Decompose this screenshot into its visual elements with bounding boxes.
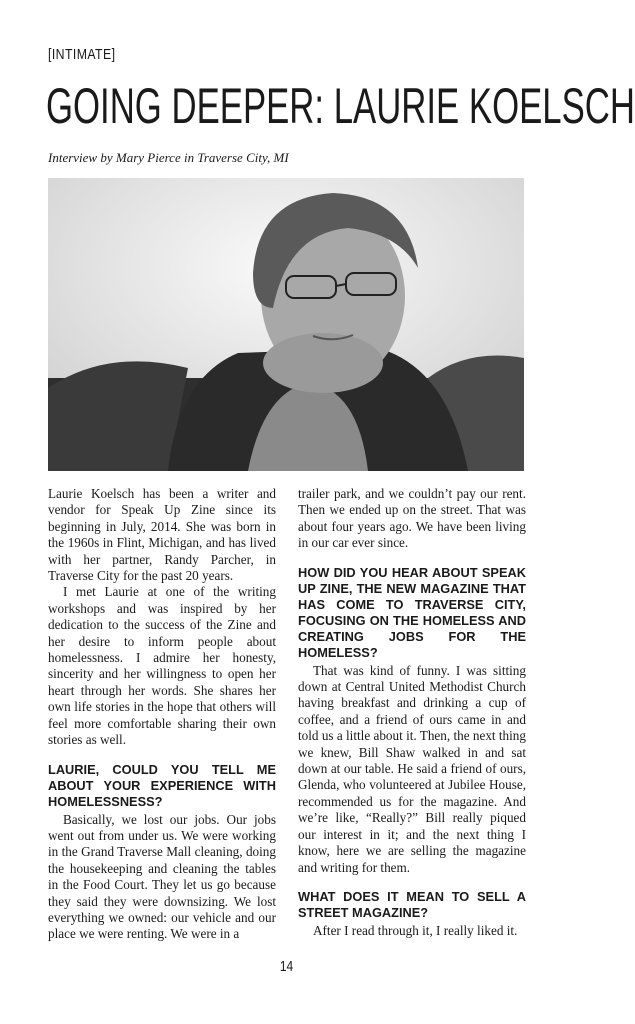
page-number: 14 [279, 958, 294, 975]
answer-paragraph: After I read through it, I really liked it. [313, 922, 518, 938]
article-title: GOING DEEPER: LAURIE KOELSCH [46, 78, 635, 134]
byline: Interview by Mary Pierce in Traverse City, MI [48, 150, 289, 165]
portrait-photo-icon [48, 178, 524, 471]
answer-paragraph: trailer park, and we couldn’t pay our rent. Then we ended up on the street. That was about four years ago. We have been living in our car ever since. [298, 486, 526, 551]
question-heading: WHAT DOES IT MEAN TO SELL A STREET MAGAZINE? [298, 888, 526, 920]
intro-paragraph: I met Laurie at one of the writing workshops and was inspired by her dedication to the success of the Zine and her desire to inform people about homelessness. I admire her honesty, sincerity and her willingness to open her heart through her words. She shares her own life stories in the hope that others will feel more comfortable sharing their own stories as well. [48, 584, 276, 748]
portrait-photo [48, 178, 524, 471]
section-tag: [INTIMATE] [48, 46, 116, 63]
question-heading: LAURIE, COULD YOU TELL ME ABOUT YOUR EXPERIENCE WITH HOMELESSNESS? [48, 761, 276, 809]
intro-paragraph: Laurie Koelsch has been a writer and vendor for Speak Up Zine since its beginning in July, 2014. She was born in the 1960s in Flint, Michigan, and has lived with her partner, Randy Parcher, in Traverse City for the past 20 years. [48, 486, 276, 584]
right-column [298, 486, 526, 939]
answer-paragraph: That was kind of funny. I was sitting down at Central United Methodist Church having breakfast and drinking a cup of coffee, and a friend of ours came in and told us a little about it. Then, the next thing we knew, Bill Shaw walked in and sat down at our table. He said a friend of ours, Glenda, who volunteered at Jubilee House, recommended us for the magazine. And we’re like, “Really?” Bill really piqued our interest in it; and the next thing I know, here we are selling the magazine and writing for them. [298, 662, 526, 875]
answer-paragraph: Basically, we lost our jobs. Our jobs went out from under us. We were working in the Grand Traverse Mall cleaning, doing the housekeeping and cleaning the tables in the Food Court. They let us go because they said they were downsizing. We lost everything we owned: our vehicle and our place we were renting. We were in a [48, 811, 276, 942]
left-column [48, 486, 276, 943]
question-heading: HOW DID YOU HEAR ABOUT SPEAK UP ZINE, THE NEW MAGAZINE THAT HAS COME TO TRAVERSE CITY, FOCUSING ON THE HOMELESS AND CREATING JOBS FOR THE HOMELESS? [298, 564, 526, 660]
